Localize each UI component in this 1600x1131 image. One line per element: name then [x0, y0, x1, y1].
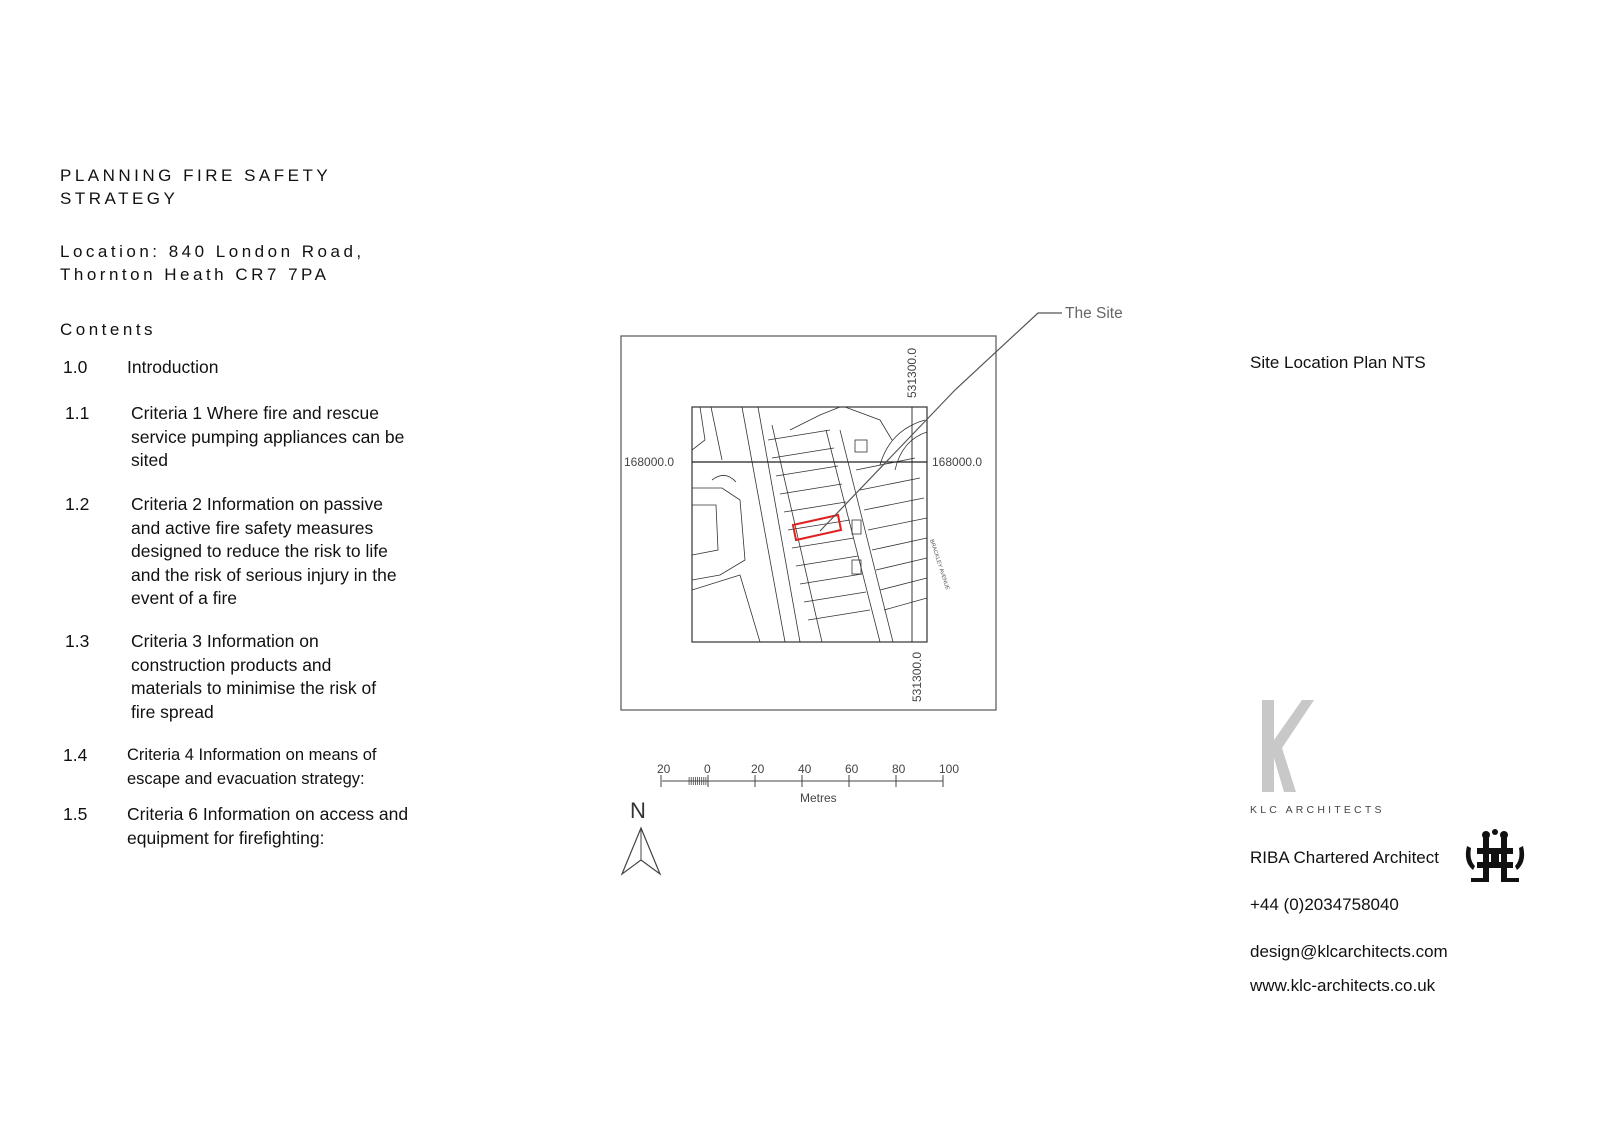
klc-architects-logo — [1250, 692, 1400, 816]
northing-label-left: 168000.0 — [624, 455, 675, 469]
scale-tick-label: 80 — [892, 762, 906, 776]
toc-number: 1.4 — [63, 745, 88, 765]
scale-tick-label: 0 — [704, 762, 711, 776]
toc-number: 1.0 — [63, 357, 88, 377]
site-location: Location: 840 London Road, Thornton Heath CR7 7PA — [60, 242, 365, 284]
scale-tick-label: 40 — [798, 762, 812, 776]
easting-label-top: 531300.0 — [905, 347, 919, 398]
contents-heading: Contents — [60, 320, 157, 339]
north-label: N — [630, 798, 646, 823]
scale-tick-label: 100 — [939, 762, 960, 776]
riba-crest-icon — [1463, 828, 1527, 886]
easting-label-bottom: 531300.0 — [910, 651, 924, 702]
toc-text: Criteria 3 Information on construction products and materials to minimise the risk of fire spread — [131, 631, 377, 722]
site-label: The Site — [1065, 305, 1123, 322]
toc-number: 1.3 — [65, 631, 90, 651]
contact-email[interactable]: design@klcarchitects.com — [1250, 942, 1448, 961]
logo-name: KLC ARCHITECTS — [1250, 804, 1385, 816]
toc-number: 1.1 — [65, 403, 90, 423]
map-inner-frame — [692, 407, 927, 642]
toc-number: 1.2 — [65, 494, 90, 514]
scale-tick-label: 20 — [657, 762, 671, 776]
site-location-map — [600, 296, 1140, 886]
toc-text: Introduction — [127, 357, 219, 377]
toc-number: 1.5 — [63, 804, 88, 824]
scale-bar — [657, 762, 959, 787]
northing-label-right: 168000.0 — [932, 455, 983, 469]
scale-tick-label: 60 — [845, 762, 859, 776]
scale-unit-label: Metres — [800, 791, 837, 805]
contact-phone: +44 (0)2034758040 — [1250, 895, 1399, 914]
logo-k-icon — [1262, 700, 1314, 792]
scale-tick-label: 20 — [751, 762, 765, 776]
toc-text: Criteria 1 Where fire and rescue service pumping appliances can be sited — [131, 403, 405, 470]
plan-title: Site Location Plan NTS — [1250, 353, 1426, 372]
toc-text: Criteria 4 Information on means of escape and evacuation strategy: — [127, 746, 377, 788]
riba-accreditation: RIBA Chartered Architect — [1250, 848, 1439, 867]
road-label: BRACKLEY AVENUE — [928, 538, 951, 591]
toc-text: Criteria 6 Information on access and equipment for firefighting: — [127, 804, 409, 848]
toc-text: Criteria 2 Information on passive and active fire safety measures designed to reduce the risk to life and the risk of serious injury in the event of a fire — [131, 494, 397, 608]
document-title: PLANNING FIRE SAFETY STRATEGY — [60, 166, 331, 208]
contact-website[interactable]: www.klc-architects.co.uk — [1250, 976, 1436, 995]
